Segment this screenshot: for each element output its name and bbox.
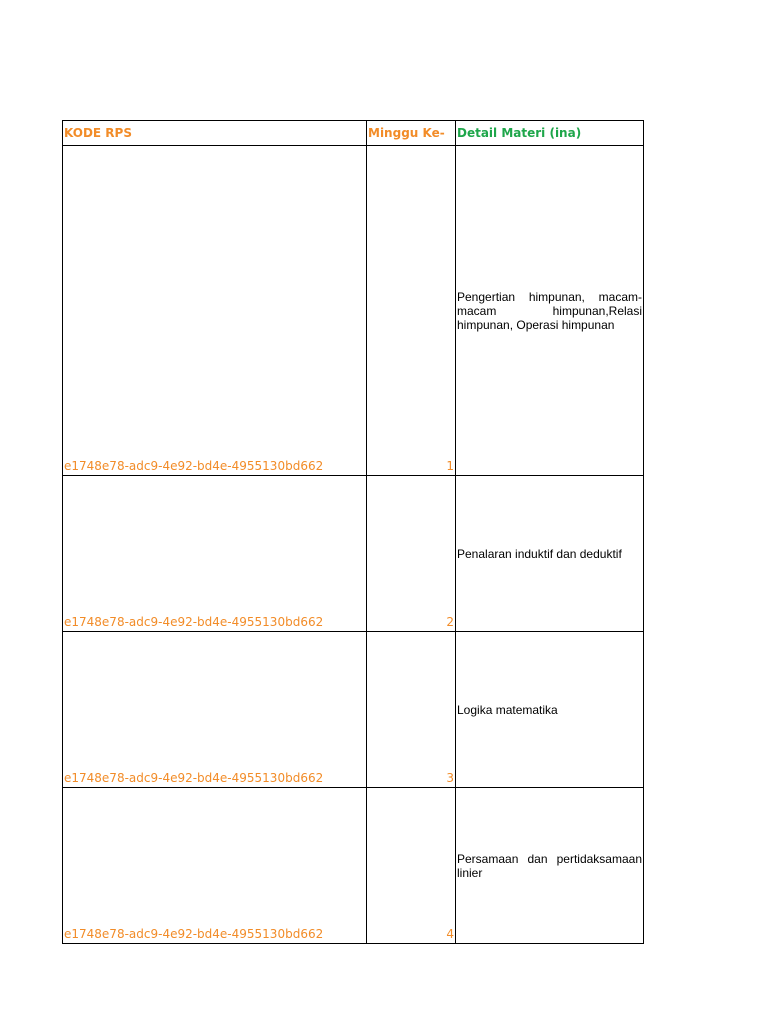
minggu-ke-cell[interactable]: 4 — [367, 788, 456, 944]
header-kode-rps[interactable]: KODE RPS — [63, 121, 367, 146]
table-row — [63, 146, 644, 476]
table-row — [63, 632, 644, 788]
header-detail-materi[interactable]: Detail Materi (ina) — [456, 121, 644, 146]
kode-rps-cell[interactable]: e1748e78-adc9-4e92-bd4e-4955130bd662 — [63, 632, 367, 788]
detail-materi-text: Pengertian himpunan, macam-macam himpunan,Relasi himpunan, Operasi himpunan — [457, 289, 642, 332]
detail-materi-cell[interactable] — [456, 632, 644, 788]
minggu-ke-cell[interactable]: 1 — [367, 146, 456, 476]
detail-materi-text: Penalaran induktif dan deduktif — [457, 546, 622, 561]
detail-materi-text: Logika matematika — [457, 702, 558, 717]
table-row — [63, 788, 644, 944]
rps-table — [62, 120, 644, 944]
kode-rps-cell[interactable]: e1748e78-adc9-4e92-bd4e-4955130bd662 — [63, 788, 367, 944]
detail-materi-cell[interactable] — [456, 476, 644, 632]
detail-materi-cell[interactable] — [456, 146, 644, 476]
detail-materi-cell[interactable] — [456, 788, 644, 944]
table-row — [63, 476, 644, 632]
header-row — [63, 121, 644, 146]
header-minggu-ke[interactable]: Minggu Ke- — [367, 121, 456, 146]
minggu-ke-cell[interactable]: 3 — [367, 632, 456, 788]
kode-rps-cell[interactable]: e1748e78-adc9-4e92-bd4e-4955130bd662 — [63, 146, 367, 476]
detail-materi-text: Persamaan dan pertidaksamaan linier — [457, 851, 642, 880]
minggu-ke-cell[interactable]: 2 — [367, 476, 456, 632]
kode-rps-cell[interactable]: e1748e78-adc9-4e92-bd4e-4955130bd662 — [63, 476, 367, 632]
